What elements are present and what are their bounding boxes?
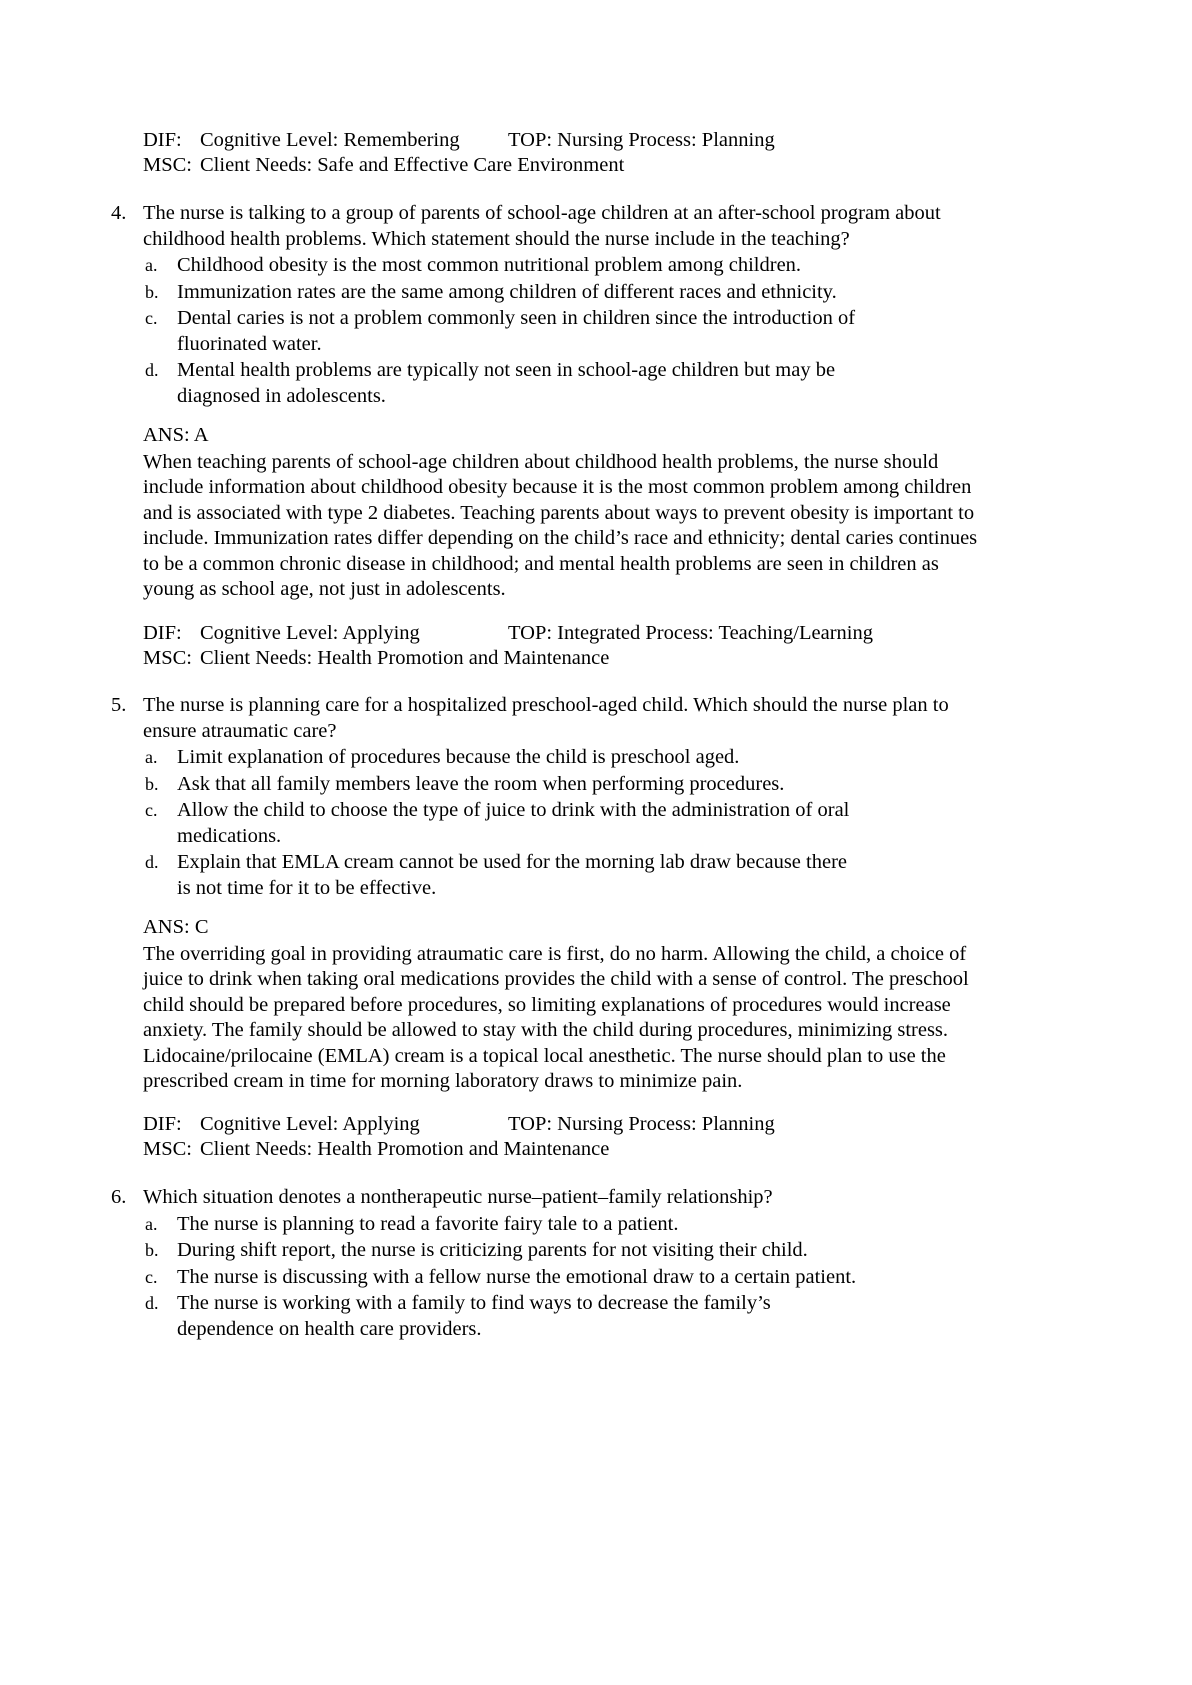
rationale-line: include. Immunization rates differ depending on the child’s race and ethnicity; dental caries continues [143,527,978,549]
question-4 [0,201,1192,603]
option-list [0,745,1192,901]
stem-line: Which situation denotes a nontherapeutic nurse–patient–family relationship? [143,1186,773,1208]
topic-value: TOP: Nursing Process: Planning [508,129,775,151]
option-letter: b. [145,773,159,794]
option-letter: a. [145,1213,158,1234]
msc-row [143,1137,1083,1162]
rationale [0,450,1053,603]
option-text: Ask that all family members leave the room when performing procedures. [177,772,785,795]
option-letter: d. [145,1293,159,1313]
option-d [0,850,937,901]
dif-label: DIF: [143,129,182,151]
question-stem [0,1185,1023,1211]
option-letter: b. [145,1240,159,1260]
stem-line: ensure atraumatic care? [143,719,337,742]
dif-value: Cognitive Level: Applying [200,1113,420,1135]
stem-line: The nurse is talking to a group of parents of school-age children at an after-school program about [143,202,941,224]
question-number: 5. [111,694,127,716]
rationale-line: juice to drink when taking oral medications provides the child with a sense of control. The preschool [143,968,969,990]
question-4-metadata [143,621,1083,671]
option-a [0,745,937,771]
rationale-line: and is associated with type 2 diabetes. Teaching parents about ways to prevent obesity is important to [143,501,975,524]
rationale [0,942,1053,1095]
msc-label: MSC: [143,1138,192,1160]
option-letter: b. [145,281,159,302]
dif-row [143,128,1083,153]
rationale-line: When teaching parents of school-age children about childhood health problems, the nurse should [143,450,939,473]
option-list [0,1212,1192,1343]
option-letter: c. [145,308,158,328]
rationale-line: child should be prepared before procedures, so limiting explanations of procedures would increase [143,993,951,1016]
stem-line: The nurse is planning care for a hospitalized preschool-aged child. Which should the nurse plan to [143,694,949,716]
option-d [0,1291,937,1342]
question-number: 4. [111,202,127,224]
option-text: Dental caries is not a problem commonly seen in children since the introduction of [177,307,856,329]
option-a [0,1212,937,1238]
option-d [0,358,937,409]
option-text: Limit explanation of procedures because the child is preschool aged. [177,746,740,768]
msc-value: Client Needs: Health Promotion and Maintenance [200,647,610,669]
option-text: The nurse is discussing with a fellow nurse the emotional draw to a certain patient. [177,1265,857,1288]
msc-value: Client Needs: Health Promotion and Maintenance [200,1138,610,1160]
option-text: medications. [177,824,282,847]
msc-row [143,153,1083,178]
option-text: The nurse is working with a family to find ways to decrease the family’s [177,1292,771,1314]
answer-key: ANS: A [143,424,209,446]
option-text: Explain that EMLA cream cannot be used for the morning lab draw because there [177,851,847,873]
option-letter: a. [145,747,158,767]
topic-value: TOP: Integrated Process: Teaching/Learning [508,622,873,644]
msc-value: Client Needs: Safe and Effective Care Environment [200,154,625,176]
option-text: Childhood obesity is the most common nutritional problem among children. [177,254,802,276]
question-stem [0,693,1023,744]
option-c [0,1265,937,1291]
dif-value: Cognitive Level: Applying [200,622,420,644]
rationale-line: Lidocaine/prilocaine (EMLA) cream is a topical local anesthetic. The nurse should plan to use the [143,1044,946,1067]
option-letter: d. [145,360,159,380]
option-c [0,306,937,357]
rationale-line: prescribed cream in time for morning laboratory draws to minimize pain. [143,1070,743,1092]
option-c [0,798,937,849]
option-text: diagnosed in adolescents. [177,384,386,407]
rationale-line: young as school age, not just in adolescents. [143,578,506,600]
rationale-line: include information about childhood obesity because it is the most common problem among children [143,476,972,498]
option-letter: c. [145,800,158,820]
msc-label: MSC: [143,154,192,176]
question-number: 6. [111,1186,127,1208]
option-text: Mental health problems are typically not seen in school-age children but may be [177,359,836,381]
stem-line: childhood health problems. Which statement should the nurse include in the teaching? [143,227,850,250]
topic-value: TOP: Nursing Process: Planning [508,1113,775,1135]
option-letter: a. [145,255,158,275]
option-text: is not time for it to be effective. [177,876,437,899]
option-letter: c. [145,1266,158,1287]
dif-row [143,1112,1083,1137]
question-5-metadata [143,1112,1083,1162]
option-text: Allow the child to choose the type of juice to drink with the administration of oral [177,799,850,821]
dif-label: DIF: [143,1113,182,1135]
option-text: fluorinated water. [177,332,322,355]
msc-row [143,646,1083,671]
option-text: During shift report, the nurse is criticizing parents for not visiting their child. [177,1239,808,1261]
dif-value: Cognitive Level: Remembering [200,129,460,151]
rationale-line: anxiety. The family should be allowed to stay with the child during procedures, minimizing stress. [143,1019,949,1041]
question-stem [0,201,1023,252]
rationale-line: The overriding goal in providing atraumatic care is first, do no harm. Allowing the child, a choice of [143,942,967,965]
question-6 [0,1185,1192,1342]
option-b [0,280,937,306]
msc-label: MSC: [143,647,192,669]
option-b [0,1238,937,1264]
option-text: The nurse is planning to read a favorite fairy tale to a patient. [177,1212,679,1235]
option-text: dependence on health care providers. [177,1317,482,1340]
question-5 [0,693,1192,1095]
option-list [0,253,1192,409]
option-text: Immunization rates are the same among children of different races and ethnicity. [177,280,837,303]
option-a [0,253,937,279]
option-b [0,772,937,798]
question-3-metadata [143,128,1083,178]
option-letter: d. [145,852,159,872]
dif-label: DIF: [143,622,182,644]
dif-row [143,621,1083,646]
rationale-line: to be a common chronic disease in childhood; and mental health problems are seen in children as [143,552,939,575]
answer-key: ANS: C [143,916,209,938]
